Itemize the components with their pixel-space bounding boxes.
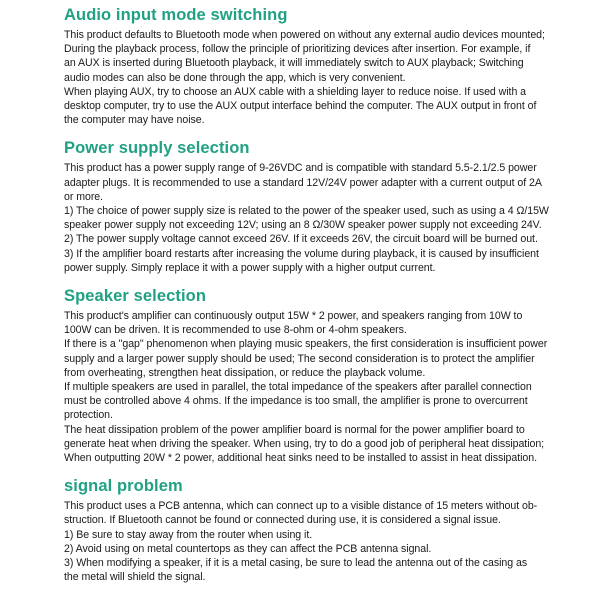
paragraph-line: the computer may have noise. [64, 114, 205, 127]
section-heading: Audio input mode switching [64, 6, 288, 24]
paragraph-line: supply and a larger power supply should be used; The second consideration is to protect the amplifier [64, 352, 535, 365]
paragraph-line: the metal will shield the signal. [64, 571, 206, 584]
paragraph-line: 1) The choice of power supply size is related to the power of the speaker used, such as using a 4 Ω/15W [64, 205, 549, 218]
paragraph-line: protection. [64, 409, 113, 422]
paragraph-line: from overheating, strengthen heat dissipation, or reduce the playback volume. [64, 366, 426, 379]
paragraph-line: 3) If the amplifier board restarts after increasing the volume during playback, it is caused by insufficient [64, 247, 539, 260]
paragraph-line: 2) Avoid using on metal countertops as they can affect the PCB antenna signal. [64, 542, 432, 555]
paragraph-line: an AUX is inserted during Bluetooth playback, it will immediately switch to AUX playback; Switching [64, 57, 524, 70]
paragraph-line: 1) Be sure to stay away from the router when using it. [64, 528, 313, 541]
section-heading: signal problem [64, 477, 183, 496]
paragraph-line: must be controlled above 4 ohms. If the impedance is too small, the amplifier is prone to overcurrent [64, 395, 528, 408]
paragraph-line: When outputting 20W * 2 power, additional heat sinks need to be installed to assist in heat dissipation. [64, 452, 537, 465]
paragraph-line: 3) When modifying a speaker, if it is a metal casing, be sure to lead the antenna out of the casing as [64, 557, 528, 570]
paragraph-line: struction. If Bluetooth cannot be found or connected during use, it is considered a signal issue. [64, 514, 501, 527]
paragraph-line: speaker power supply not exceeding 12V; using an 8 Ω/30W speaker power supply not exceeding 24V. [64, 219, 542, 232]
paragraph-line: or more. [64, 190, 104, 203]
paragraph-line: adapter plugs. It is recommended to use a standard 12V/24V power adapter with a current output of 2A [64, 176, 542, 189]
section-power-supply [64, 139, 584, 275]
section-heading: Speaker selection [64, 287, 207, 306]
document-page [64, 6, 584, 585]
paragraph-line: This product's amplifier can continuously output 15W * 2 power, and speakers ranging from 10W to [64, 310, 523, 323]
paragraph-line: audio modes can also be done through the app, which is very convenient. [64, 71, 406, 84]
section-audio-input [64, 6, 584, 127]
paragraph-line: If multiple speakers are used in parallel, the total impedance of the speakers after parallel connection [64, 381, 532, 394]
paragraph-line: If there is a "gap" phenomenon when playing music speakers, the first consideration is insufficient power [64, 338, 548, 351]
paragraph-line: desktop computer, try to use the AUX output interface behind the computer. The AUX output in front of [64, 100, 537, 113]
paragraph-line: generate heat when driving the speaker. When using, try to do a good job of peripheral heat dissipation; [64, 437, 545, 450]
paragraph-line: 100W can be driven. It is recommended to use 8-ohm or 4-ohm speakers. [64, 324, 407, 337]
paragraph-line: During the playback process, follow the principle of prioritizing devices after insertion. For example, if [64, 43, 531, 56]
paragraph-line: This product has a power supply range of 9-26VDC and is compatible with standard 5.5-2.1/2.5 power [64, 162, 537, 175]
section-speaker-selection [64, 287, 584, 465]
paragraph-line: power supply. Simply replace it with a power supply with a higher output current. [64, 261, 436, 274]
paragraph-line: This product defaults to Bluetooth mode when powered on without any external audio devices mounted; [64, 29, 545, 41]
section-signal-problem [64, 477, 584, 584]
paragraph-line: This product uses a PCB antenna, which can connect up to a visible distance of 15 meters without ob- [64, 500, 538, 513]
paragraph-line: The heat dissipation problem of the power amplifier board is normal for the power amplifier board to [64, 423, 525, 436]
paragraph-line: 2) The power supply voltage cannot exceed 26V. If it exceeds 26V, the circuit board will be burned out. [64, 233, 538, 246]
section-heading: Power supply selection [64, 139, 250, 158]
paragraph-line: When playing AUX, try to choose an AUX cable with a shielding layer to reduce noise. If used with a [64, 85, 527, 98]
